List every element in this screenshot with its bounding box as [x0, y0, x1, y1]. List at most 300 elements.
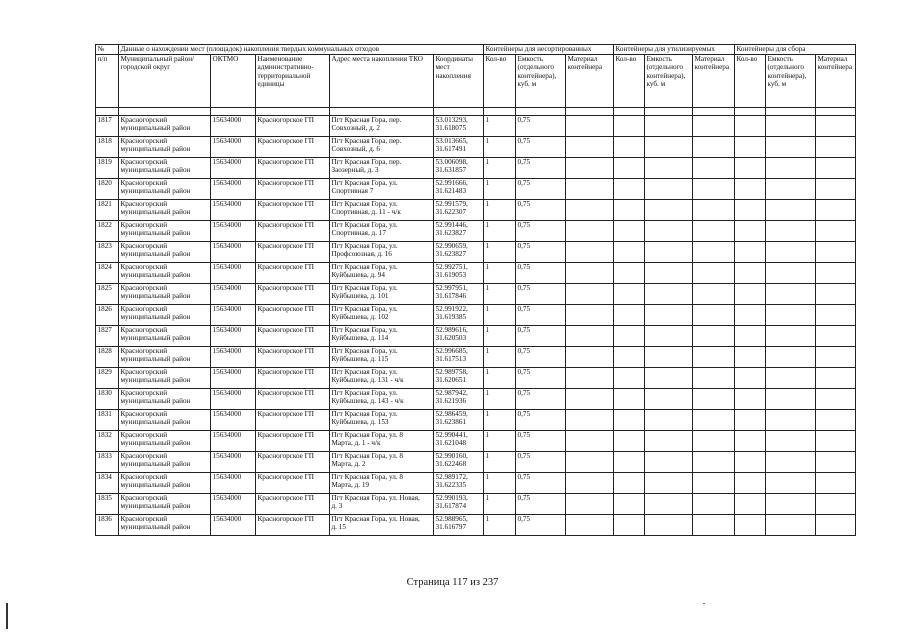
cell-unsorted-qty: 1	[484, 452, 516, 473]
cell-oktmo: 15634000	[211, 368, 256, 389]
cell-collection-qty	[735, 368, 766, 389]
table-row	[96, 179, 856, 200]
cell-admin-unit: Красногорское ГП	[256, 452, 330, 473]
cell-collection-capacity	[766, 368, 816, 389]
cell-address: Пгт Красная Гора, пер. Совхозный, д. 2	[330, 116, 434, 137]
cell-collection-material	[816, 116, 856, 137]
cell-recycled-material	[693, 242, 735, 263]
cell-unsorted-material	[566, 263, 614, 284]
cell-collection-qty	[735, 494, 766, 515]
cell-unsorted-capacity: 0,75	[516, 263, 566, 284]
cell-number: 1826	[96, 305, 119, 326]
cell-recycled-material	[693, 263, 735, 284]
cell-collection-capacity	[766, 179, 816, 200]
cell-address: Пгт Красная Гора, ул. Куйбышева, д. 101	[330, 284, 434, 305]
cell-unsorted-qty: 1	[484, 242, 516, 263]
cell-admin-unit: Красногорское ГП	[256, 179, 330, 200]
cell-recycled-qty	[614, 326, 645, 347]
cell-unsorted-qty: 1	[484, 410, 516, 431]
cell-unsorted-capacity: 0,75	[516, 431, 566, 452]
cell-number: 1821	[96, 200, 119, 221]
cell-municipality: Красногорский муниципальный район	[119, 305, 211, 326]
table-row	[96, 473, 856, 494]
cell-admin-unit: Красногорское ГП	[256, 368, 330, 389]
cell-recycled-capacity	[645, 431, 693, 452]
cell-recycled-qty	[614, 473, 645, 494]
cell-admin-unit: Красногорское ГП	[256, 515, 330, 536]
cell-municipality: Красногорский муниципальный район	[119, 221, 211, 242]
cell-unsorted-qty: 1	[484, 494, 516, 515]
header-col: Материал контейнера	[693, 55, 735, 108]
cell-collection-capacity	[766, 284, 816, 305]
cell-coordinates: 53.013665, 31.617491	[434, 137, 484, 158]
cell-collection-material	[816, 410, 856, 431]
cell-unsorted-capacity: 0,75	[516, 494, 566, 515]
cell-oktmo: 15634000	[211, 263, 256, 284]
cell-collection-qty	[735, 410, 766, 431]
cell-municipality: Красногорский муниципальный район	[119, 137, 211, 158]
cell-unsorted-material	[566, 137, 614, 158]
cell-unsorted-capacity: 0,75	[516, 179, 566, 200]
cell-unsorted-material	[566, 284, 614, 305]
cell-coordinates: 52.990441, 31.621048	[434, 431, 484, 452]
cell-municipality: Красногорский муниципальный район	[119, 368, 211, 389]
cell-address: Пгт Красная Гора, ул. 8 Марта, д. 1 - ч/к	[330, 431, 434, 452]
cell-unsorted-capacity: 0,75	[516, 200, 566, 221]
cell-collection-material	[816, 431, 856, 452]
cell-recycled-capacity	[645, 158, 693, 179]
cell-unsorted-material	[566, 452, 614, 473]
cell-unsorted-qty: 1	[484, 389, 516, 410]
cell-unsorted-qty: 1	[484, 347, 516, 368]
cell-oktmo: 15634000	[211, 431, 256, 452]
cell-unsorted-capacity: 0,75	[516, 368, 566, 389]
cell-municipality: Красногорский муниципальный район	[119, 158, 211, 179]
cell-address: Пгт Красная Гора, ул. 8 Марта, д. 2	[330, 452, 434, 473]
cell-collection-capacity	[766, 242, 816, 263]
cell-recycled-material	[693, 137, 735, 158]
cell-collection-capacity	[766, 116, 816, 137]
cell-unsorted-capacity: 0,75	[516, 452, 566, 473]
cell-address: Пгт Красная Гора, ул. Профсоюзная, д. 16	[330, 242, 434, 263]
scan-edge-mark	[6, 603, 8, 629]
cell-collection-qty	[735, 116, 766, 137]
cell-unsorted-qty: 1	[484, 431, 516, 452]
cell-oktmo: 15634000	[211, 242, 256, 263]
cell-collection-material	[816, 137, 856, 158]
cell-address: Пгт Красная Гора, ул. Куйбышева, д. 131 - ч/к	[330, 368, 434, 389]
cell-recycled-material	[693, 284, 735, 305]
cell-collection-material	[816, 368, 856, 389]
table-row	[96, 515, 856, 536]
cell-coordinates: 52.987942, 31.621936	[434, 389, 484, 410]
cell-unsorted-qty: 1	[484, 368, 516, 389]
cell-collection-qty	[735, 347, 766, 368]
table-row	[96, 242, 856, 263]
header-col: Емкость (отдельного контейнера), куб. м	[645, 55, 693, 108]
cell-municipality: Красногорский муниципальный район	[119, 242, 211, 263]
cell-collection-capacity	[766, 200, 816, 221]
header-spacer-row	[96, 108, 856, 116]
cell-address: Пгт Красная Гора, ул. Спортивная, д. 11 - ч/к	[330, 200, 434, 221]
cell-recycled-material	[693, 515, 735, 536]
cell-recycled-capacity	[645, 263, 693, 284]
table-row	[96, 137, 856, 158]
header-col: Материал контейнера	[816, 55, 856, 108]
cell-oktmo: 15634000	[211, 515, 256, 536]
cell-collection-capacity	[766, 305, 816, 326]
cell-address: Пгт Красная Гора, ул. Новая, д. 3	[330, 494, 434, 515]
cell-recycled-material	[693, 116, 735, 137]
page-number: Страница 117 из 237	[406, 577, 499, 588]
cell-collection-material	[816, 494, 856, 515]
cell-address: Пгт Красная Гора, ул. Куйбышева, д. 102	[330, 305, 434, 326]
cell-recycled-material	[693, 221, 735, 242]
table-row	[96, 221, 856, 242]
cell-number: 1828	[96, 347, 119, 368]
cell-address: Пгт Красная Гора, ул. Спортивная 7	[330, 179, 434, 200]
cell-collection-capacity	[766, 389, 816, 410]
cell-number: 1819	[96, 158, 119, 179]
cell-unsorted-qty: 1	[484, 200, 516, 221]
cell-recycled-material	[693, 179, 735, 200]
header-columns-row	[96, 55, 856, 108]
cell-municipality: Красногорский муниципальный район	[119, 473, 211, 494]
cell-admin-unit: Красногорское ГП	[256, 494, 330, 515]
cell-number: 1817	[96, 116, 119, 137]
cell-collection-material	[816, 305, 856, 326]
header-col: Кол-во	[735, 55, 766, 108]
table-row	[96, 326, 856, 347]
cell-address: Пгт Красная Гора, ул. Куйбышева, д. 143 - ч/к	[330, 389, 434, 410]
cell-coordinates: 52.988965, 31.616797	[434, 515, 484, 536]
cell-collection-capacity	[766, 326, 816, 347]
cell-collection-qty	[735, 221, 766, 242]
cell-admin-unit: Красногорское ГП	[256, 347, 330, 368]
cell-recycled-capacity	[645, 284, 693, 305]
cell-collection-qty	[735, 263, 766, 284]
cell-number: 1836	[96, 515, 119, 536]
cell-recycled-capacity	[645, 305, 693, 326]
cell-collection-qty	[735, 326, 766, 347]
table-row	[96, 494, 856, 515]
cell-collection-material	[816, 263, 856, 284]
cell-recycled-qty	[614, 137, 645, 158]
table-row	[96, 389, 856, 410]
cell-coordinates: 52.992751, 31.619053	[434, 263, 484, 284]
cell-unsorted-qty: 1	[484, 221, 516, 242]
cell-number: 1825	[96, 284, 119, 305]
cell-municipality: Красногорский муниципальный район	[119, 389, 211, 410]
cell-collection-capacity	[766, 347, 816, 368]
cell-recycled-material	[693, 158, 735, 179]
header-col: ОКТМО	[211, 55, 256, 108]
cell-number: 1823	[96, 242, 119, 263]
cell-unsorted-material	[566, 200, 614, 221]
cell-unsorted-qty: 1	[484, 305, 516, 326]
cell-oktmo: 15634000	[211, 179, 256, 200]
cell-collection-material	[816, 515, 856, 536]
cell-unsorted-qty: 1	[484, 284, 516, 305]
cell-address: Пгт Красная Гора, ул. Куйбышева, д. 115	[330, 347, 434, 368]
cell-recycled-qty	[614, 284, 645, 305]
header-col: Адрес места накопления ТКО	[330, 55, 434, 108]
cell-unsorted-qty: 1	[484, 116, 516, 137]
cell-collection-capacity	[766, 221, 816, 242]
cell-coordinates: 53.013293, 31.618075	[434, 116, 484, 137]
cell-unsorted-capacity: 0,75	[516, 242, 566, 263]
cell-recycled-capacity	[645, 452, 693, 473]
cell-municipality: Красногорский муниципальный район	[119, 347, 211, 368]
cell-unsorted-material	[566, 158, 614, 179]
cell-collection-material	[816, 347, 856, 368]
cell-admin-unit: Красногорское ГП	[256, 137, 330, 158]
cell-address: Пгт Красная Гора, ул. Новая, д. 15	[330, 515, 434, 536]
cell-coordinates: 52.997951, 31.617846	[434, 284, 484, 305]
cell-collection-qty	[735, 200, 766, 221]
cell-unsorted-capacity: 0,75	[516, 389, 566, 410]
cell-recycled-capacity	[645, 242, 693, 263]
cell-municipality: Красногорский муниципальный район	[119, 494, 211, 515]
cell-recycled-capacity	[645, 137, 693, 158]
cell-recycled-material	[693, 326, 735, 347]
cell-recycled-capacity	[645, 326, 693, 347]
cell-unsorted-qty: 1	[484, 326, 516, 347]
cell-address: Пгт Красная Гора, ул. Куйбышева, д. 153	[330, 410, 434, 431]
table-row	[96, 263, 856, 284]
cell-unsorted-capacity: 0,75	[516, 137, 566, 158]
cell-coordinates: 52.996685, 31.617513	[434, 347, 484, 368]
cell-admin-unit: Красногорское ГП	[256, 305, 330, 326]
cell-unsorted-capacity: 0,75	[516, 158, 566, 179]
cell-recycled-qty	[614, 242, 645, 263]
cell-collection-capacity	[766, 263, 816, 284]
cell-recycled-qty	[614, 158, 645, 179]
cell-unsorted-material	[566, 242, 614, 263]
cell-address: Пгт Красная Гора, ул. Куйбышева, д. 94	[330, 263, 434, 284]
header-col: Координаты мест накопления	[434, 55, 484, 108]
table-row	[96, 200, 856, 221]
cell-admin-unit: Красногорское ГП	[256, 200, 330, 221]
header-group-collection: Контейнеры для сбора	[735, 45, 856, 55]
cell-admin-unit: Красногорское ГП	[256, 221, 330, 242]
header-group-row	[96, 45, 856, 55]
cell-recycled-qty	[614, 116, 645, 137]
cell-oktmo: 15634000	[211, 389, 256, 410]
cell-number: 1834	[96, 473, 119, 494]
cell-oktmo: 15634000	[211, 137, 256, 158]
cell-municipality: Красногорский муниципальный район	[119, 431, 211, 452]
cell-collection-qty	[735, 284, 766, 305]
cell-collection-qty	[735, 431, 766, 452]
cell-recycled-material	[693, 347, 735, 368]
cell-coordinates: 52.991579, 31.622307	[434, 200, 484, 221]
cell-admin-unit: Красногорское ГП	[256, 410, 330, 431]
cell-oktmo: 15634000	[211, 200, 256, 221]
cell-unsorted-material	[566, 179, 614, 200]
cell-recycled-qty	[614, 263, 645, 284]
cell-collection-material	[816, 200, 856, 221]
cell-collection-qty	[735, 158, 766, 179]
header-col: Емкость (отдельного контейнера), куб. м	[516, 55, 566, 108]
cell-unsorted-qty: 1	[484, 158, 516, 179]
cell-collection-qty	[735, 137, 766, 158]
cell-recycled-material	[693, 431, 735, 452]
cell-recycled-capacity	[645, 116, 693, 137]
cell-address: Пгт Красная Гора, пер. Заозерный, д. 3	[330, 158, 434, 179]
cell-collection-capacity	[766, 158, 816, 179]
cell-recycled-capacity	[645, 473, 693, 494]
cell-admin-unit: Красногорское ГП	[256, 116, 330, 137]
cell-recycled-qty	[614, 347, 645, 368]
cell-coordinates: 53.006098, 31.631857	[434, 158, 484, 179]
cell-recycled-material	[693, 452, 735, 473]
cell-coordinates: 52.989172, 31.622335	[434, 473, 484, 494]
cell-recycled-material	[693, 200, 735, 221]
table-row	[96, 368, 856, 389]
waste-sites-table	[95, 44, 856, 536]
header-col: Наименование административно-территориальной единицы	[256, 55, 330, 108]
cell-collection-material	[816, 284, 856, 305]
table-row	[96, 305, 856, 326]
cell-collection-qty	[735, 389, 766, 410]
cell-admin-unit: Красногорское ГП	[256, 473, 330, 494]
cell-unsorted-material	[566, 116, 614, 137]
cell-unsorted-capacity: 0,75	[516, 305, 566, 326]
cell-admin-unit: Красногорское ГП	[256, 326, 330, 347]
cell-recycled-qty	[614, 368, 645, 389]
cell-address: Пгт Красная Гора, пер. Совхозный, д. 6	[330, 137, 434, 158]
cell-unsorted-capacity: 0,75	[516, 116, 566, 137]
cell-collection-qty	[735, 473, 766, 494]
header-col: Кол-во	[484, 55, 516, 108]
cell-municipality: Красногорский муниципальный район	[119, 326, 211, 347]
cell-coordinates: 52.991922, 31.619385	[434, 305, 484, 326]
cell-coordinates: 52.989616, 31.620503	[434, 326, 484, 347]
cell-collection-capacity	[766, 452, 816, 473]
cell-recycled-qty	[614, 410, 645, 431]
header-col: Муниципальный район/городской округ	[119, 55, 211, 108]
cell-unsorted-qty: 1	[484, 179, 516, 200]
cell-unsorted-material	[566, 305, 614, 326]
cell-collection-capacity	[766, 473, 816, 494]
cell-recycled-qty	[614, 200, 645, 221]
cell-admin-unit: Красногорское ГП	[256, 158, 330, 179]
cell-admin-unit: Красногорское ГП	[256, 389, 330, 410]
cell-oktmo: 15634000	[211, 158, 256, 179]
cell-unsorted-capacity: 0,75	[516, 221, 566, 242]
cell-collection-capacity	[766, 515, 816, 536]
cell-recycled-capacity	[645, 368, 693, 389]
cell-recycled-material	[693, 368, 735, 389]
header-group-unsorted: Контейнеры для несортированных	[484, 45, 614, 55]
cell-collection-capacity	[766, 431, 816, 452]
header-col: Емкость (отдельного контейнера), куб. м	[766, 55, 816, 108]
cell-collection-qty	[735, 515, 766, 536]
cell-unsorted-material	[566, 368, 614, 389]
cell-oktmo: 15634000	[211, 494, 256, 515]
cell-municipality: Красногорский муниципальный район	[119, 452, 211, 473]
cell-address: Пгт Красная Гора, ул. Спортивная, д. 17	[330, 221, 434, 242]
cell-municipality: Красногорский муниципальный район	[119, 410, 211, 431]
cell-collection-capacity	[766, 137, 816, 158]
cell-unsorted-capacity: 0,75	[516, 473, 566, 494]
cell-unsorted-material	[566, 431, 614, 452]
cell-admin-unit: Красногорское ГП	[256, 284, 330, 305]
cell-address: Пгт Красная Гора, ул. 8 Марта, д. 19	[330, 473, 434, 494]
cell-recycled-capacity	[645, 494, 693, 515]
cell-recycled-material	[693, 473, 735, 494]
cell-collection-qty	[735, 452, 766, 473]
cell-unsorted-material	[566, 221, 614, 242]
cell-collection-qty	[735, 179, 766, 200]
cell-collection-material	[816, 326, 856, 347]
cell-oktmo: 15634000	[211, 284, 256, 305]
cell-unsorted-material	[566, 494, 614, 515]
cell-oktmo: 15634000	[211, 473, 256, 494]
cell-unsorted-material	[566, 389, 614, 410]
cell-collection-qty	[735, 305, 766, 326]
cell-recycled-material	[693, 494, 735, 515]
table-row	[96, 410, 856, 431]
cell-recycled-capacity	[645, 221, 693, 242]
cell-unsorted-capacity: 0,75	[516, 410, 566, 431]
cell-collection-material	[816, 179, 856, 200]
cell-unsorted-material	[566, 473, 614, 494]
cell-collection-material	[816, 221, 856, 242]
cell-collection-capacity	[766, 410, 816, 431]
cell-number: 1820	[96, 179, 119, 200]
cell-number: 1818	[96, 137, 119, 158]
cell-oktmo: 15634000	[211, 305, 256, 326]
cell-recycled-qty	[614, 431, 645, 452]
cell-unsorted-capacity: 0,75	[516, 347, 566, 368]
header-col: Материал контейнера	[566, 55, 614, 108]
cell-oktmo: 15634000	[211, 410, 256, 431]
table-row	[96, 452, 856, 473]
table-row	[96, 431, 856, 452]
table-row	[96, 347, 856, 368]
cell-recycled-material	[693, 389, 735, 410]
cell-unsorted-capacity: 0,75	[516, 515, 566, 536]
cell-municipality: Красногорский муниципальный район	[119, 263, 211, 284]
cell-municipality: Красногорский муниципальный район	[119, 200, 211, 221]
cell-recycled-capacity	[645, 200, 693, 221]
cell-coordinates: 52.991666, 31.621483	[434, 179, 484, 200]
cell-number: 1829	[96, 368, 119, 389]
cell-unsorted-material	[566, 347, 614, 368]
cell-coordinates: 52.990160, 31.622468	[434, 452, 484, 473]
cell-collection-material	[816, 473, 856, 494]
cell-unsorted-material	[566, 515, 614, 536]
cell-unsorted-capacity: 0,75	[516, 326, 566, 347]
cell-recycled-material	[693, 305, 735, 326]
cell-recycled-capacity	[645, 179, 693, 200]
cell-unsorted-material	[566, 326, 614, 347]
cell-recycled-qty	[614, 179, 645, 200]
cell-number: 1830	[96, 389, 119, 410]
cell-number: 1831	[96, 410, 119, 431]
cell-recycled-capacity	[645, 515, 693, 536]
cell-collection-material	[816, 452, 856, 473]
cell-number: 1824	[96, 263, 119, 284]
table-row	[96, 116, 856, 137]
header-col: Кол-во	[614, 55, 645, 108]
cell-recycled-qty	[614, 494, 645, 515]
cell-unsorted-capacity: 0,75	[516, 284, 566, 305]
cell-number: 1835	[96, 494, 119, 515]
cell-unsorted-qty: 1	[484, 515, 516, 536]
